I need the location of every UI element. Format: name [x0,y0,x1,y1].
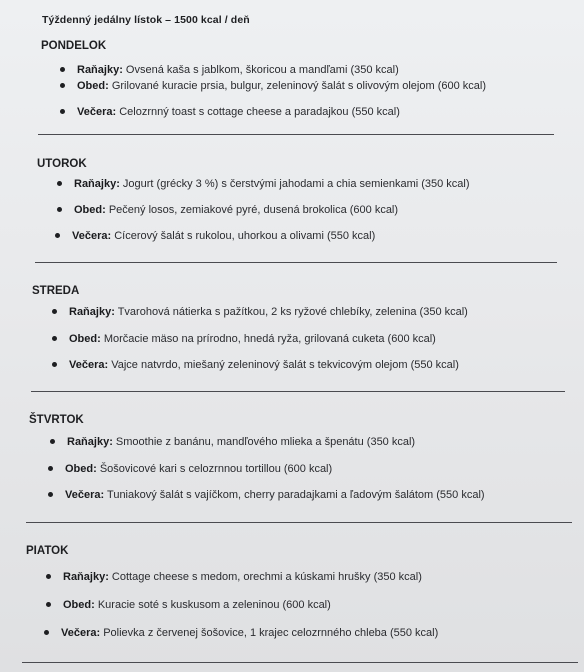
meal-label: Obed: [65,463,97,475]
meal-item-utorok-dinner [55,230,375,242]
meal-item-utorok-breakfast [57,178,470,190]
bullet-icon [52,362,57,367]
section-divider [22,662,578,663]
bullet-icon [50,439,55,444]
meal-label: Večera: [77,106,117,118]
bullet-icon [48,492,53,497]
meal-label: Raňajky: [77,64,123,76]
meal-item-streda-breakfast [52,306,468,318]
meal-text: Morčacie mäso na prírodno, hnedá ryža, grilovaná cuketa (600 kcal) [100,333,436,345]
day-heading-utorok: UTOROK [37,158,87,170]
section-divider [31,391,565,392]
meal-label: Raňajky: [67,436,113,448]
day-heading-stvrtok: ŠTVRTOK [29,414,84,426]
meal-item-stvrtok-dinner [48,489,485,501]
bullet-icon [46,574,51,579]
meal-label: Obed: [77,80,109,92]
meal-text: Grilované kuracie prsia, bulgur, zeleninový šalát s olivovým olejom (600 kcal) [108,80,487,92]
meal-item-piatok-breakfast [46,571,422,583]
meal-text: Smoothie z banánu, mandľového mlieka a špenátu (350 kcal) [112,436,416,448]
bullet-icon [55,233,60,238]
meal-text: Pečený losos, zemiakové pyré, dusená brokolica (600 kcal) [105,204,399,216]
meal-item-streda-lunch [52,333,436,345]
meal-item-streda-dinner [52,359,459,371]
bullet-icon [57,207,62,212]
meal-label: Obed: [63,599,95,611]
meal-item-pondelok-dinner [60,106,400,118]
meal-text: Polievka z červenej šošovice, 1 krajec celozrnného chleba (550 kcal) [100,627,439,639]
bullet-icon [46,602,51,607]
meal-item-piatok-dinner [44,627,438,639]
meal-text: Šošovicové kari s celozrnnou tortillou (600 kcal) [96,463,333,475]
section-divider [35,262,557,263]
meal-text: Cícerový šalát s rukolou, uhorkou a olivami (550 kcal) [111,230,376,242]
bullet-icon [57,181,62,186]
day-heading-pondelok: PONDELOK [41,40,107,52]
meal-text: Vajce natvrdo, miešaný zeleninový šalát s tekvicovým olejom (550 kcal) [108,359,459,371]
section-divider [38,134,554,135]
meal-text: Tuniakový šalát s vajíčkom, cherry paradajkami a ľadovým šalátom (550 kcal) [104,489,485,501]
meal-item-utorok-lunch [57,204,398,216]
meal-label: Obed: [69,333,101,345]
meal-label: Raňajky: [63,571,109,583]
meal-label: Večera: [69,359,109,371]
meal-label: Večera: [61,627,101,639]
meal-text: Cottage cheese s medom, orechmi a kúskami hrušky (350 kcal) [108,571,422,583]
section-divider [26,522,572,523]
bullet-icon [60,109,65,114]
meal-label: Raňajky: [74,178,120,190]
bullet-icon [60,83,65,88]
meal-label: Večera: [72,230,112,242]
day-heading-streda: STREDA [32,285,80,297]
meal-text: Kuracie soté s kuskusom a zeleninou (600 kcal) [94,599,331,611]
meal-label: Obed: [74,204,106,216]
meal-item-piatok-lunch [46,599,331,611]
bullet-icon [52,309,57,314]
meal-label: Raňajky: [69,306,115,318]
bullet-icon [44,630,49,635]
bullet-icon [52,336,57,341]
meal-text: Tvarohová nátierka s pažítkou, 2 ks ryžové chlebíky, zelenina (350 kcal) [114,306,468,318]
meal-text: Celozrnný toast s cottage cheese a paradajkou (550 kcal) [116,106,400,118]
meal-item-pondelok-breakfast [60,64,399,76]
document-title: Týždenný jedálny lístok – 1500 kcal / deň [42,14,250,26]
bullet-icon [60,67,65,72]
day-heading-piatok: PIATOK [26,545,69,557]
meal-text: Ovsená kaša s jablkom, škoricou a mandľami (350 kcal) [122,64,399,76]
meal-item-pondelok-lunch [60,80,486,92]
meal-text: Jogurt (grécky 3 %) s čerstvými jahodami a chia semienkami (350 kcal) [119,178,470,190]
meal-item-stvrtok-lunch [48,463,332,475]
meal-label: Večera: [65,489,105,501]
meal-item-stvrtok-breakfast [50,436,415,448]
bullet-icon [48,466,53,471]
